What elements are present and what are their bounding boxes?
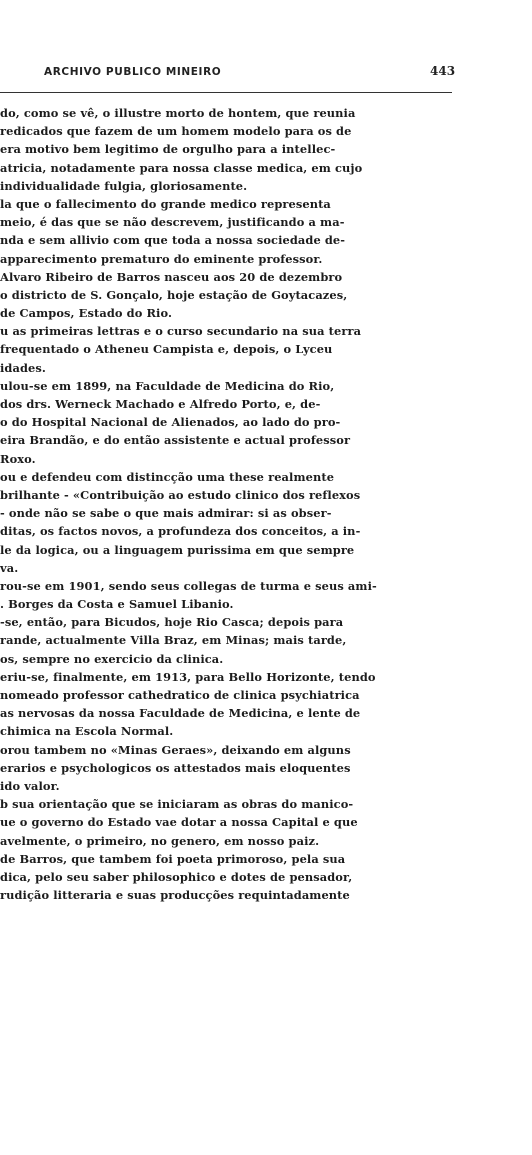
text-line: ue o governo do Estado vae dotar a nossa Capital e que	[0, 815, 358, 830]
text-line: individualidade fulgia, gloriosamente.	[0, 178, 248, 193]
text-line: le da logica, ou a linguagem purissima em que sempre	[0, 542, 355, 557]
text-line: do, como se vê, o illustre morto de hontem, que reunia	[0, 106, 356, 120]
text-line: era motivo bem legitimo de orgulho para a intellec-	[0, 142, 336, 157]
text-line: ditas, os factos novos, a profundeza dos conceitos, a in-	[0, 524, 361, 539]
text-line: b sua orientação que se iniciaram as obras do manico-	[0, 797, 354, 812]
text-line: dica, pelo seu saber philosophico e dotes de pensador,	[0, 869, 353, 884]
text-line: ulou-se em 1899, na Faculdade de Medicina do Rio,	[0, 378, 335, 393]
text-line: atricia, notadamente para nossa classe medica, em cujo	[0, 160, 363, 175]
text-line: de Barros, que tambem foi poeta primoroso, pela sua	[0, 851, 346, 866]
text-line: Alvaro Ribeiro de Barros nasceu aos 20 de dezembro	[0, 269, 343, 284]
text-line: nda e sem allivio com que toda a nossa sociedade de-	[0, 233, 346, 248]
body-text	[0, 104, 500, 904]
text-line: rudição litteraria e suas producções requintadamente	[0, 888, 350, 903]
text-line: Roxo.	[0, 451, 36, 466]
text-line: rou-se em 1901, sendo seus collegas de turma e seus ami-	[0, 578, 377, 593]
header-title: ARCHIVO PUBLICO MINEIRO	[44, 66, 222, 78]
text-line: rande, actualmente Villa Braz, em Minas; mais tarde,	[0, 633, 347, 648]
text-line: dos drs. Werneck Machado e Alfredo Porto, e, de-	[0, 397, 321, 411]
text-line: idades.	[0, 360, 46, 375]
text-line: orou tambem no «Minas Geraes», deixando em alguns	[0, 742, 351, 757]
text-line: ido valor.	[0, 778, 60, 793]
running-header	[0, 64, 532, 86]
text-line: apparecimento prematuro do eminente professor.	[0, 251, 323, 266]
text-line: - onde não se sabe o que mais admirar: si as obser-	[0, 506, 332, 521]
text-line: as nervosas da nossa Faculdade de Medicina, e lente de	[0, 706, 361, 721]
text-line: chimica na Escola Normal.	[0, 724, 174, 739]
text-line: meio, é das que se não descrevem, justificando a ma-	[0, 215, 345, 230]
text-line: de Campos, Estado do Rio.	[0, 306, 173, 321]
header-rule	[0, 92, 452, 93]
text-line: redicados que fazem de um homem modelo para os de	[0, 124, 352, 139]
text-line: frequentado o Atheneu Campista e, depois, o Lyceu	[0, 342, 333, 357]
text-line: la que o fallecimento do grande medico representa	[0, 196, 331, 211]
text-line: -se, então, para Bicudos, hoje Rio Casca; depois para	[0, 615, 344, 630]
text-line: u as primeiras lettras e o curso secundario na sua terra	[0, 324, 362, 339]
text-line: . Borges da Costa e Samuel Libanio.	[0, 597, 234, 612]
text-line: brilhante - «Contribuição ao estudo clinico dos reflexos	[0, 487, 361, 502]
text-line: o districto de S. Gonçalo, hoje estação de Goytacazes,	[0, 287, 348, 302]
text-line: va.	[0, 560, 19, 575]
text-line: erarios e psychologicos os attestados mais eloquentes	[0, 760, 351, 775]
text-line: eira Brandão, e do então assistente e actual professor	[0, 433, 351, 448]
page-number: 443	[430, 64, 456, 78]
text-line: o do Hospital Nacional de Alienados, ao lado do pro-	[0, 415, 341, 430]
text-line: os, sempre no exercicio da clinica.	[0, 651, 224, 666]
text-line: eriu-se, finalmente, em 1913, para Bello Horizonte, tendo	[0, 669, 376, 684]
text-line: nomeado professor cathedratico de clinica psychiatrica	[0, 688, 360, 702]
text-line: ou e defendeu com distincção uma these realmente	[0, 469, 335, 484]
text-line: avelmente, o primeiro, no genero, em nosso paiz.	[0, 833, 320, 848]
